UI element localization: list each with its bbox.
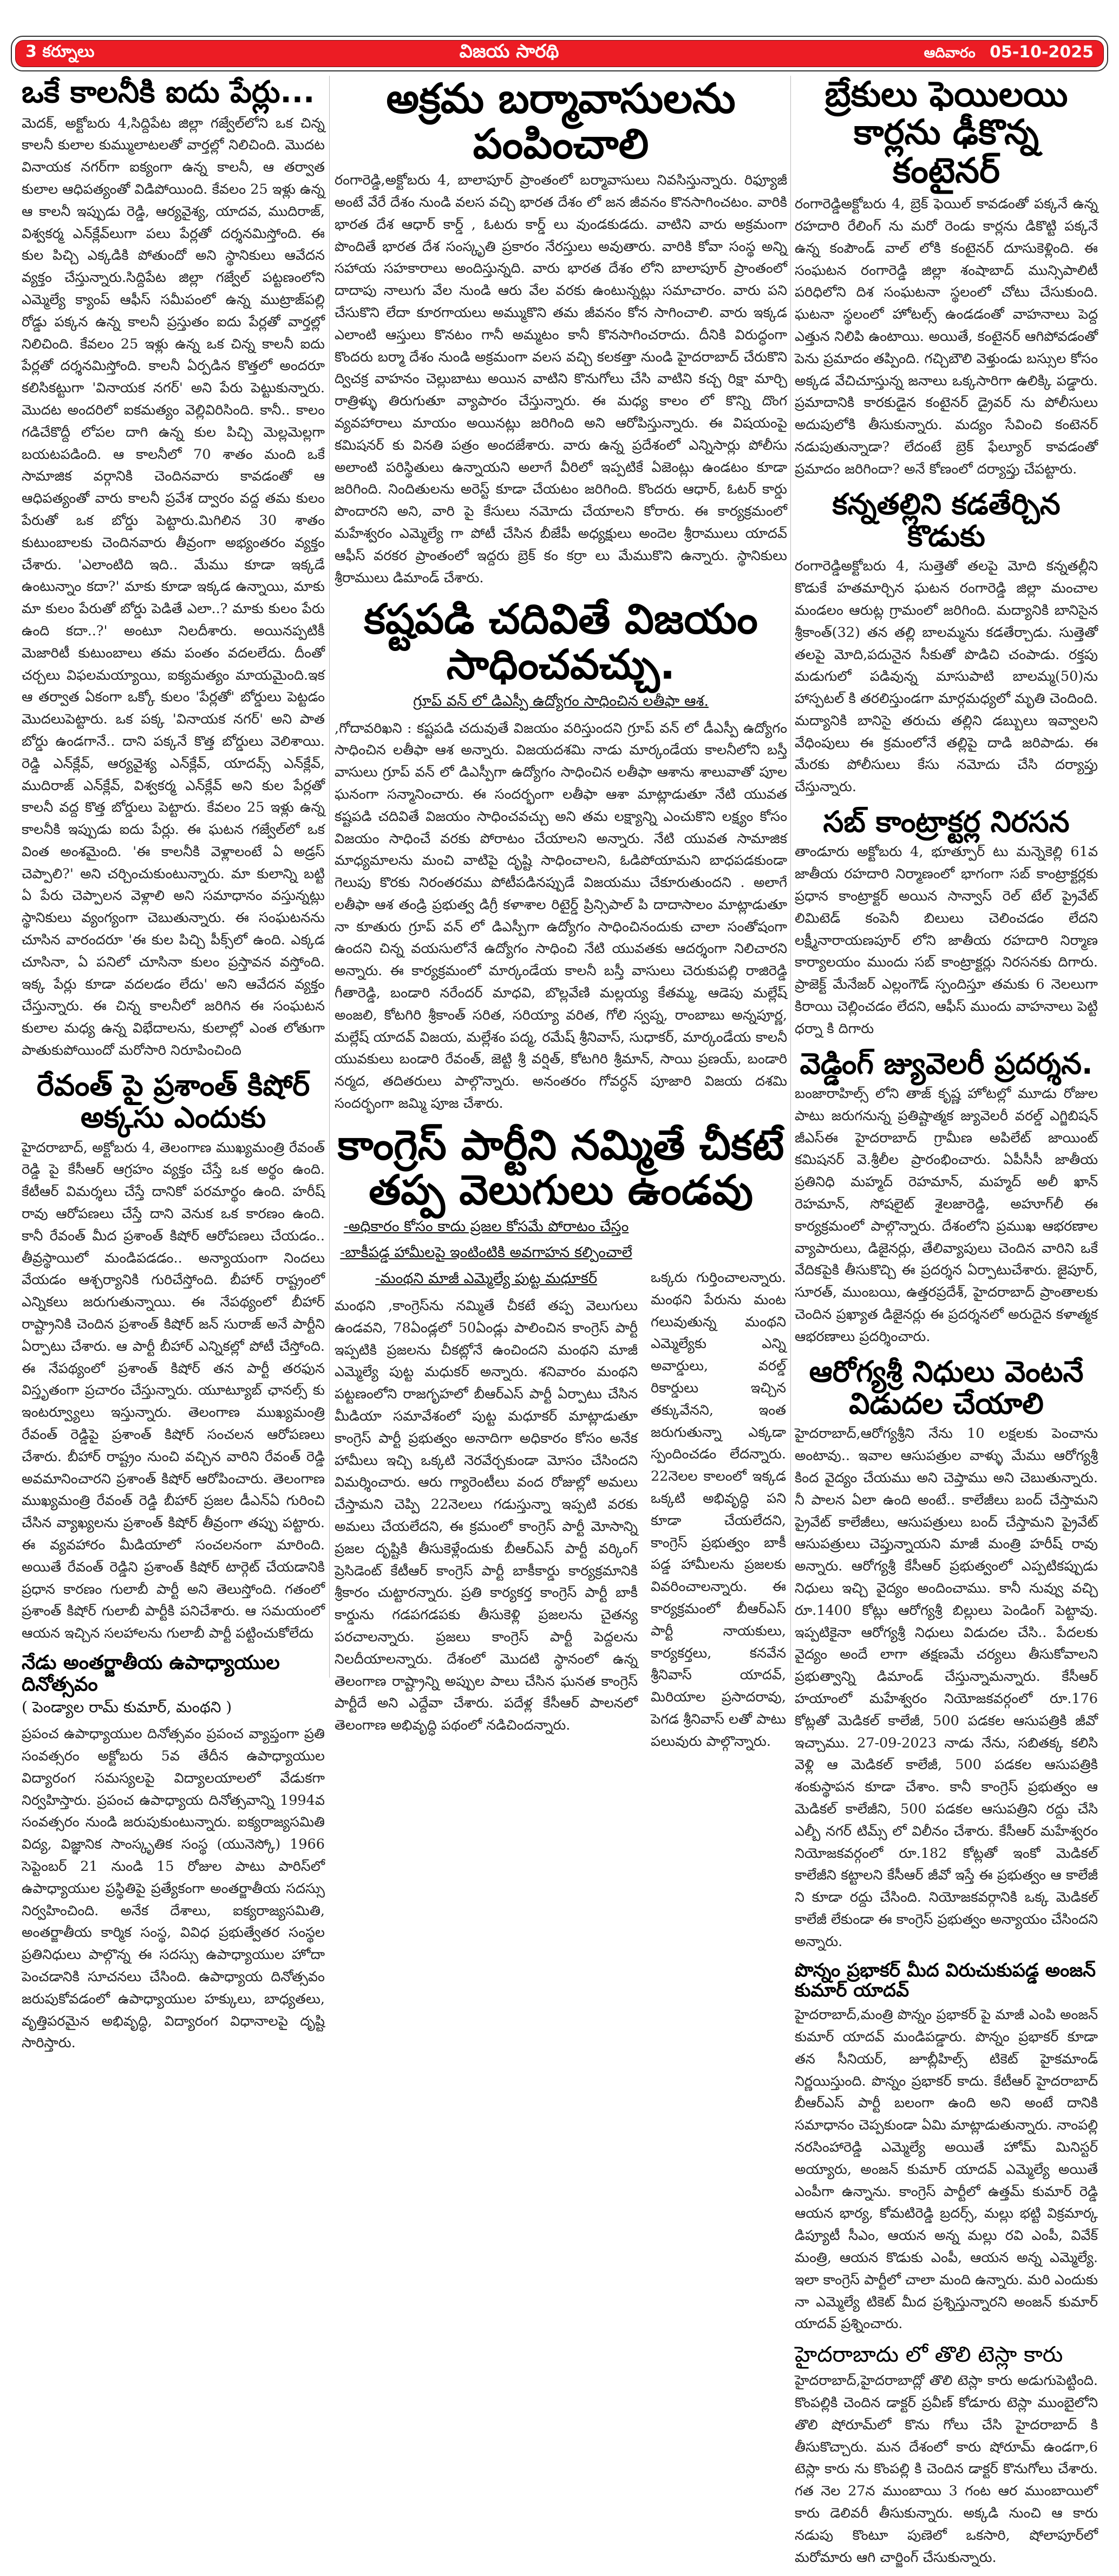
left-column [22, 76, 325, 2062]
headline-line-1: కాంగ్రెస్ పార్టీని నమ్మితే చీకటే [337, 1120, 784, 1169]
article-revanth-prashant-kishor [22, 1069, 325, 1645]
article-main-column [335, 1213, 638, 1758]
headline-line-2: విడుదల చేయాలి [849, 1386, 1044, 1421]
issue-date-value: 05-10-2025 [990, 43, 1094, 62]
masthead [11, 36, 1108, 71]
article-body: తాండూరు అక్టోబరు 4, భూత్పూర్ టు మన్నెకెల్లి 61వ జాతీయ రహదారి నిర్మాణంలో భాగంగా సబ్ కాంట్రాక్టర్లకు ప్రధాన కాంట్రాక్టర్ అయిన సాన్వాస్ రెల్ టేల్ ప్రైవేట్ లిమిటెడ్ కంపెనీ బిలులు చెలించడం లేదని లక్ష్మీనారాయణపూర్ లోని జాతీయ రహదారి నిర్మాణ కార్యాలయం ముందు సబ్ కాంట్రాక్టర్లు నిరసనకు దిగారు. ప్రాజెక్ట్ మేనేజర్ ఎల్లంగౌడ్ స్పందిస్తూ తమకు 6 నెలలుగా కిరాయి చెల్లించడం లేదని, ఆఫీస్ ముందు వాహనాలు పెట్టి ధర్నా కి దిగారు [795, 844, 1098, 1037]
article-body: హైదరాబాద్, అక్టోబరు 4, తెలంగాణ ముఖ్యమంత్రి రేవంత్ రెడ్డి పై కేసీఆర్ ఆగ్రహం వ్యక్తం చేస్తే ఒక అర్థం ఉంది. కేటీఆర్ విమర్శలు చేస్తే దానికో పరమార్థం ఉంది. హరీష్ రావు ఆరోపణలు చేస్తే దాని వెనుక ఒక కారణం ఉంది. కానీ రేవంత్ మీద ప్రశాంత్ కిషోర్ ఆరోపణలు చేయడం.. తీవ్రస్థాయిలో మండిపడడం.. అన్యాయంగా నిందలు వేయడం ఆశ్చర్యానికి గురిచేస్తోంది. బీహార్ రాష్ట్రంలో ఎన్నికలు జరుగుతున్నాయి. ఈ నేపథ్యంలో బీహార్ రాష్ట్రానికి చెందిన ప్రశాంత్ కిషోర్ జన్ సురాజ్ అనే పార్టీని ఏర్పాటు చేశారు. ఆ పార్టీ బీహార్ ఎన్నికల్లో పోటీ చేస్తోంది. ఈ నేపథ్యంలో ప్రశాంత్ కిషోర్ తన పార్టీ తరఫున విస్తృతంగా ప్రచారం చేస్తున్నారు. యూట్యూబ్ ఛానల్స్ కు ఇంటర్వ్యూలు ఇస్తున్నారు. తెలంగాణ ముఖ్యమంత్రి రేవంత్ రెడ్డిపై ప్రశాంత్ కిషోర్ సంచలన ఆరోపణలు చేశారు. బీహార్ రాష్ట్రం నుంచి వచ్చిన వారిని రేవంత్ రెడ్డి అవమానించారని ప్రశాంత్ కిషోర్ ఆరోపించారు. తెలంగాణ ముఖ్యమంత్రి రేవంత్ రెడ్డి బీహార్ ప్రజల డీఎన్ఏ గురించి చేసిన వ్యాఖ్యలను ప్రశాంత్ కిషోర్ తీవ్రంగా తప్పు పట్టారు. ఈ వ్యవహారం మీడియాలో సంచలనంగా మారింది. అయితే రేవంత్ రెడ్డిని ప్రశాంత్ కిషోర్ టార్గెట్ చేయడానికి ప్రధాన కారణం గులాబీ పార్టీ అని తెలుస్తోంది. గతంలో ప్రశాంత్ కిషోర్ గులాబీ పార్టీకి పనిచేశారు. ఆ సమయంలో ఆయన ఇచ్చిన సలహాలను గులాబీ పార్టీ పట్టించుకోలేదు [22, 1139, 325, 1642]
right-column [795, 76, 1098, 2576]
headline: రేవంత్ పై ప్రశాంత్ కిషోర్ అక్కసు ఎందుకు [36, 1067, 310, 1135]
headline: కన్నతల్లిని కడతేర్చిన కొడుకు [832, 487, 1061, 553]
masthead-band [15, 40, 1104, 67]
article-body: మంథని ,కాంగ్రెస్‌ను నమ్మితే చీకటే తప్ప వెలుగులు ఉండవని, 78ఏండ్లలో 50ఏండ్లు పాలించిన కాంగ్రెస్ పార్టీ ఇప్పటికి ప్రజలను చీకట్లోనే ఉంచిందని మంథని మాజీ ఎమ్మెల్యే పుట్ట మధుకర్ అన్నారు. శనివారం మంథని పట్టణంలోని రాజగృహలో బీఆర్ఎస్ పార్టీ ఏర్పాటు చేసిన మీడియా సమావేశంలో పుట్ట మధూకర్ మాట్లాడుతూ కాంగ్రెస్ పార్టీ ప్రభుత్వం అనాదిగా అధికారం కోసం అనేక హామీలు ఇచ్చి ఒక్కటి నెరవేర్చకుండా మోసం చేసిందని విమర్శించారు. ఆరు గ్యారెంటీలు వంద రోజుల్లో అమలు చేస్తామని చెప్పి 22నెలలు గడుస్తున్నా ఇప్పటి వరకు అమలు చేయలేదని, ఈ క్రమంలో కాంగ్రెస్ పార్టీ మోసాన్ని ప్రజల దృష్టికి తీసుకెళ్లేందుకు బీఆర్ఎస్ పార్టీ వర్కింగ్ ప్రెసిడెంట్ కేటీఆర్ కాంగ్రెస్ పార్టీ బాకీకార్డు కార్యక్రమానికి శ్రీకారం చుట్టారన్నారు. ప్రతి కార్యకర్త కాంగ్రెస్ పార్టీ బాకీ కార్డును గడపగడపకు తీసుకెళ్లి ప్రజలను చైతన్య పరచాలన్నారు. ప్రజలు కాంగ్రెస్ పార్టీ పెద్దలను నిలదీయాలన్నారు. దేశంలో మొదటి స్థానంలో ఉన్న తెలంగాణ రాష్ట్రాన్ని అప్పుల పాలు చేసిన ఘనత కాంగ్రెస్ పార్టీదే అని ఎద్దేవా చేశారు. పదేళ్ల కేసీఆర్ పాలనలో తెలంగాణ అభివృద్ధి పథంలో నడిచిందన్నారు. [335, 1298, 638, 1734]
headline-line-1: బ్రేకులు ఫెయిలయి [824, 75, 1068, 115]
headline: ఒకే కాలనీకి ఐదు పేర్లు... [22, 75, 315, 110]
paper-name: విజయ సారథి [459, 41, 559, 62]
article-body: హైదరాబాద్,హైదరాబాద్లో తొలి టెస్లా కారు అడుగుపెట్టింది. కొంపల్లికి చెందిన డాక్టర్ ప్రవీణ్ కోడూరు టెస్లా ముంబైలోని తొలి షోరూమ్‌లో కొను గోలు చేసి హైదరాబాద్ కి తీసుకొచ్చారు. మన దేశంలో కారు షోరూమ్ ఉండగా,6 టెస్లా కారు ను కొంపల్లి కి చెందిన డాక్టర్ కొనుగోలు చేశారు. గత నెల 27న ముంబాయి 3 గంట ఆర ముంబాయిలో కారు డెలివరీ తీసుకున్నారు. అక్కడి నుంచి ఆ కారు నడుపు కొంటూ పుణెలో ఒకసారి, షోలాపూర్‌లో మరోమారు ఆగి చార్జింగ్ చేసుకున్నారు. [795, 2373, 1098, 2566]
headline: వెడ్డింగ్ జ్యువెలరీ ప్రదర్శన. [800, 1046, 1093, 1081]
subheadline: -బాకీపడ్డ హామీలపై ఇంటింటికి అవగాహన కల్పించాలే [340, 1244, 632, 1261]
article-teachers-day [22, 1652, 325, 2054]
article-side-column [651, 1213, 786, 1758]
headline: హైదరాబాదు లో తొలి టెస్లా కారు [795, 2342, 1063, 2368]
headline: కష్టపడి చదివితే విజయం సాధించవచ్చు. [364, 595, 758, 688]
issue-day: ఆదివారం [924, 45, 976, 61]
subheadline: గ్రూప్ వన్ లో డిఎస్పీ ఉద్యోగం సాధించిన లతీఫా ఆశ. [413, 692, 709, 709]
subheadline: -మంథని మాజీ ఎమ్మెల్యే పుట్ట మధూకర్ [375, 1270, 598, 1287]
headline-line-2: కార్లను ఢీకొన్న కంటైనర్ [854, 113, 1039, 191]
byline: ( పెండ్యాల రామ్ కుమార్, మంథని ) [22, 1698, 232, 1717]
article-container-crash [795, 76, 1098, 481]
column-divider [790, 76, 791, 1678]
article-congress-darkness [335, 1122, 787, 1758]
column-divider [329, 76, 330, 1678]
middle-column [335, 76, 787, 1766]
article-son-kills-mother [795, 488, 1098, 799]
article-body: రంగారెడ్డి,అక్టోబరు 4, బాలాపూర్ ప్రాంతంలో బర్మావాసులు నివసిస్తున్నారు. రిఫ్యూజీ అంటే వేరే దేశం నుండి వలస వచ్చి భారత దేశం లో జన జీవనం కొనసాగించటం. వారికి భారత దేశ ఆధార్ కార్డ్ , ఓటరు కార్డ్ లు వుండకుడదు. వాటిని వారు అక్రమంగా పొందితే భారత దేశ సంస్కృతి ప్రకారం నేరస్తులు అవుతారు. వారికి కోవా సంస్థ అన్ని సహాయ సహకారాలు అందిస్తున్నది. వారు భారత దేశం లోని బాలాపూర్ ప్రాంతంలో దాదాపు నాలుగు వేల నుండి ఆరు వేల వరకు ఉంటున్నట్లు సమాచారం. వారు పని చేసుకొని లేదా కూరగాయలు అమ్ముకొని తమ జీవనం కోన సాగించాలి. వారు ఇక్కడ ఎలాంటి ఆస్తులు కొనటం గానీ అమ్మటం కానీ కొనసాగించరాదు. దీనికి విరుద్ధంగా కొందరు బర్మా దేశం నుండి అక్రమంగా వలస వచ్చి కలకత్తా నుండి హైదరాబాద్ చేరుకొని ద్విచక్ర వాహనం చెల్లుబాటు అయిన వాటిని కొనుగోలు చేసి వాటిని కచ్చ రిక్షా మార్చి రాత్రిళ్ళు తిరుగుతూ వ్యాపారం చేస్తున్నారు. ఈ మధ్య కాలం లో కొన్ని దొంగ వ్యవహారాలు మాయం అయినట్లు జరిగింది అని ఆరోపిస్తున్నారు. ఈ విషయంపై కమిషనర్ కు వినతి పత్రం అందజేశారు. వారు ఉన్న ప్రదేశంలో ఎన్నిసార్లు పోలీసు అలాంటి పరిస్థితులు ఉన్నాయని అలాగే వీరిలో ఇప్పటికే ఏజెంట్లు ఉండటం కూడా జరిగింది. నిందితులను అరెస్ట్ కూడా చేయటం జరిగింది. కొందరు ఆధార్, ఓటర్ కార్డు పొందారని అని, వారి పై కేసులు నమోదు చేయాలని కోరారు. ఈ కార్యక్రమంలో మహేశ్వరం ఎమ్మెల్యే గా పోటీ చేసిన బీజేపీ అధ్యక్షులు అందెల శ్రీరాములు యాదవ్ ఆఫీస్ వరకర ప్రాంతంలో ఇద్దరు బ్రెక్ కం కర్రా లు మేముకొని ఉన్నారు. స్థానికులు శ్రీరాములు డిమాండ్ చేశారు. [335, 172, 787, 586]
article-first-tesla-hyderabad [795, 2343, 1098, 2568]
article-aarogyasri-funds [795, 1356, 1098, 1953]
article-columns [335, 1213, 787, 1758]
page-label: 3 కర్నూలు [25, 42, 95, 61]
article-body: ప్రపంచ ఉపాధ్యాయుల దినోత్సవం ప్రపంచ వ్యాప్తంగా ప్రతి సంవత్సరం అక్టోబరు 5వ తేదీన ఉపాధ్యాయుల విద్యారంగ సమస్యలపై విద్యాలయాలలో వేడుకగా నిర్వహిస్తారు. ప్రపంచ ఉపాధ్యాయ దినోత్సవాన్ని 1994వ సంవత్సరం నుండి జరుపుకుంటున్నారు. ఐక్యరాజ్యసమితి విద్య, విజ్ఞానిక సాంస్కృతిక సంస్థ (యునెస్కో) 1966 సెప్టెంబర్ 21 నుండి 15 రోజుల పాటు పారిస్‌లో ఉపాధ్యాయుల ప్రస్థితిపై ప్రత్యేకంగా అంతర్జాతీయ సదస్సు నిర్వహించింది. అనేక దేశాలు, ఐక్యరాజ్యసమితి, అంతర్జాతీయ కార్మిక సంస్థ, వివిధ ప్రభుత్వేతర సంస్థల ప్రతినిధులు పాల్గొన్న ఈ సదస్సు ఉపాధ్యాయుల హోదా పెంచడానికి సూచనలు చేసింది. ఉపాధ్యాయ దినోత్సవం జరుపుకోవడంలో ఉపాధ్యాయుల హక్కులు, బాధ్యతలు, వృత్తిపరమైన అభివృద్ధి, విద్యారంగ విధానాలపై దృష్టి సారిస్తారు. [22, 1726, 325, 2052]
headline-line-2: తప్ప వెలుగులు ఉండవు [369, 1166, 753, 1214]
headline: అక్రమ బర్మావాసులను పంపించాలి [386, 74, 736, 168]
article-burma-refugees [335, 76, 787, 589]
article-body: మెదక్, అక్టోబరు 4,సిద్దిపేట జిల్లా గజ్వేల్‌లోని ఒక చిన్న కాలనీ కులాల కుమ్ములాటలతో వార్తల్లో నిలిచింది. మొదట వినాయక నగర్‌గా ఐక్యంగా ఉన్న కాలనీ, ఆ తర్వాత కులాల ఆధిపత్యంతో విడిపోయింది. కేవలం 25 ఇళ్లు ఉన్న ఆ కాలనీ ఇప్పుడు రెడ్డి, ఆర్యవైశ్య, యాదవ, ముదిరాజ్, విశ్వకర్మ ఎన్‌క్లేవ్‌లుగా పలు పేర్లతో దర్శనమిస్తోంది. ఈ కుల పిచ్చి ఎక్కడికి పోతుందో అని స్థానికులు ఆవేదన వ్యక్తం చేస్తున్నారు.సిద్దిపేట జిల్లా గజ్వేల్ పట్టణంలోని ఎమ్మెల్యే క్యాంప్ ఆఫీస్ సమీపంలో ఉన్న ముట్రాజ్‌పల్లి రోడ్డు పక్కన ఉన్న కాలనీ ప్రస్తుతం ఐదు పేర్లతో వార్తల్లో నిలిచింది. కేవలం 25 ఇళ్లు ఉన్న ఒక చిన్న కాలనీ ఐదు పేర్లతో దర్శనమిస్తోంది. కాలనీ ఏర్పడిన కొత్తలో అందరూ కలిసికట్టుగా 'వినాయక నగర్' అని పేరు పెట్టుకున్నారు. మొదట అందరిలో ఐకమత్యం వెల్లివిరిసింది. కానీ.. కాలం గడిచేకొద్దీ లోపల దాగి ఉన్న కుల పిచ్చి మెల్లమెల్లగా బయటపడింది. ఆ కాలనీలో 70 శాతం మంది ఒకే సామాజిక వర్గానికి చెందినవారు కావడంతో ఆ ఆధిపత్యంతో వారు కాలనీ ప్రవేశ ద్వారం వద్ద తమ కులం పేరుతో ఒక బోర్డు పెట్టారు.మిగిలిన 30 శాతం కుటుంబాలకు చెందినవారు తీవ్రంగా అభ్యంతరం వ్యక్తం చేశారు. 'ఎలాంటిది ఇది.. మేము కూడా ఇక్కడే ఉంటున్నాం కదా?' మాకు కూడా ఇక్కడ ఉన్నాయి, మాకు మా కులం పేరుతో బోర్డు పెడితే ఎలా..? మాకు కులం పేరు ఉంది కదా..?' అంటూ నిలదీశారు. అయినప్పటికీ మెజారిటీ కుటుంబాలు తమ పంతం వదలలేదు. దీంతో చర్చలు విఫలమయ్యాయి, ఐక్యమత్యం మాయమైంది.ఇక ఆ తర్వాత ఏకంగా ఒక్కో కులం 'పేర్లతో' బోర్డులు పెట్టడం మొదలుపెట్టారు. ఒక పక్క 'వినాయక నగర్' అని పాత బోర్డు ఉండగానే.. దాని పక్కనే కొత్త బోర్డులు వెలిశాయి. రెడ్డి ఎన్‌క్లేవ్, ఆర్యవైశ్య ఎన్‌క్లేవ్, యాదవ్స్ ఎన్‌క్లేవ్, ముదిరాజ్ ఎన్‌క్లేవ్, విశ్వకర్మ ఎన్‌క్లేవ్ అని కుల పేర్లతో కాలనీ వద్ద కొత్త బోర్డులు పెట్టారు. కేవలం 25 ఇళ్లు ఉన్న కాలనీకి ఇప్పుడు ఐదు పేర్లు. ఈ ఘటన గజ్వేల్‌లో ఒక వింత అంశమైంది. 'ఈ కాలనీకి వెళ్లాలంటే ఏ అడ్రస్ చెప్పాలి?' అని చర్చించుకుంటున్నారు. మా కులాన్ని బట్టి ఏ పేరు చెప్పాలన వెళ్లాలి అని సమాధానం వస్తున్నట్లు స్థానికులు వ్యంగ్యంగా చెబుతున్నారు. ఈ సంఘటనను చూసిన వారందరూ 'ఈ కుల పిచ్చి పీక్స్‌లో ఉంది. ఎక్కడ చూసినా, ఏ పనిలో చూసినా కులం ప్రస్తావన వస్తోంది. ఇక్క పేర్లు కూడా వదలడం లేదు' అని ఆవేదన వ్యక్తం చేస్తున్నారు. ఈ చిన్న కాలనీలో జరిగిన ఈ సంఘటన కులాల మధ్య ఉన్న విభేదాలను, కులాల్లో ఎంత లోతుగా పాతుకుపోయిందో మరోసారి నిరూపించింది [22, 115, 325, 1059]
headline: సబ్ కాంట్రాక్టర్ల నిరసన [823, 804, 1070, 839]
article-body-continued: ఒక్కరు గుర్తించాలన్నారు. మంథని పేరును మంట గలువుతున్న మంథని ఎమ్మెల్యేకు ఎన్ని అవార్డులు, వరల్డ్ రికార్డులు ఇచ్చిన తక్కువేనని, ఇంత జరుగుతున్నా ఎక్కడా స్పందించడం లేదన్నారు. 22నెలల కాలంలో ఇక్కడ ఒక్కటి అభివృద్ధి పని కూడా చేయలేదని, కాంగ్రెస్ ప్రభుత్వం బాకీ పడ్డ హామీలను ప్రజలకు వివరించాలన్నారు. ఈ కార్యక్రమంలో బీఆర్ఎస్ పార్టీ నాయకులు, కార్యకర్తలు, కనవేన శ్రీనివాస్ యాదవ్, మిరియాల ప్రసాదరావు, పెగడ శ్రీనివాస్ లతో పాటు పలువురు పాల్గొన్నారు. [651, 1270, 786, 1750]
article-body: రంగారెడ్డిఅక్టోబరు 4, బ్రెక్ ఫెయిల్ కావడంతో పక్కనే ఉన్న రహదారి రేలింగ్ ను మరో రెండు కార్లను డికొట్టి పక్కనే ఉన్న కంపౌండ్ వాల్ లోకి కంటైనర్ దూసుకెళ్లింది. ఈ సంఘటన రంగారెడ్డి జిల్లా శంషాబాద్ మున్సిపాలిటీ పరిధిలోని దిశ సంఘటనా స్థలంలో చోటు చేసుకుంది. ఘటనా స్థలంలో హోటల్స్ ఉండడంతో వాహనాలు పెద్ద ఎత్తున నిలిపి ఉంటాయి. అయితే, కంటైనర్ ఆగిపోవడంతో పెను ప్రమాదం తప్పింది. గచ్చిబౌలి వెళ్తుండు బస్సుల కోసం అక్కడ వేచిచూస్తున్న జనాలు ఒక్కసారిగా ఉలిక్కి పడ్డారు. ప్రమాదానికి కారకుడైన కంటైనర్ డ్రైవర్ ను పోలీసులు అదుపులోకి తీసుకున్నారు. మద్యం సేవించి కంటెనర్ నడుపుతున్నాడా? లేదంటే బ్రెక్ ఫేల్యూర్ కావడంతో ప్రమాదం జరిగిందా? అనే కోణంలో దర్యాప్తు చేపట్టారు. [795, 196, 1098, 477]
article-body: బంజారాహిల్స్ లోని తాజ్ కృష్ణ హోటల్లో మూడు రోజుల పాటు జరుగనున్న ప్రతిష్టాత్మక జ్యువెలరీ వరల్డ్ ఎగ్జిబిషన్ జీఎస్ఈ హైదరాబాద్ గ్రామీణ అపిలేట్ జాయింట్ కమిషనర్ వె.శ్రీలీల ప్రారంభించారు. ఏపీసీసీ జాతీయ ప్రతినిధి మహ్మద్ రెహమాన్, మహ్మద్ అలీ ఖాన్ రెహమాన్, సోషలైట్ శైలజారెడ్డి, అహూగ్‌లీ ఈ కార్యక్రమంలో పాల్గొన్నారు. దేశంలోని ప్రముఖ ఆభరణాల వ్యాపారులు, డిజైనర్లు, తేలివ్యాపులు చెందిన వారిని ఒకే వేదికపైకి తీసుకొచ్చి ఈ ప్రదర్శన ఏర్పాటుచేశారు. జైపూర్, సూరత్, ముంబయి, ఉత్తరప్రదేశ్, హైదరాబాద్ ప్రాంతాలకు చెందిన ప్రఖ్యాత డిజైనర్లు ఈ ప్రదర్శనలో అరుదైన కళాత్మక ఆభరణాలు ప్రదర్శించారు. [795, 1086, 1098, 1345]
article-wedding-jewellery [795, 1048, 1098, 1348]
article-colony-five-names [22, 76, 325, 1062]
article-subcontractors-protest [795, 806, 1098, 1040]
article-anjan-kumar-yadav [795, 1961, 1098, 2336]
article-body: హైదరాబాద్,ఆరోగ్యశ్రీని నేను 10 లక్షలకు పెంచాను అంటావు.. ఇవాల ఆసుపత్రుల వాళ్ళు మేము ఆరోగ్యశ్రీ కింద వైద్యం చేయము అని చెప్తాము అని చెబుతున్నారు. నీ పాలన ఏలా ఉంది అంటే.. కాలేజీలు బంద్ చేస్తామని ప్రైవేట్ కాలేజీలు, ఆసుపత్రులు బంద్ చేస్తామని ప్రైవేట్ ఆసుపత్రులు చెప్తున్నాయని మాజీ మంత్రి హరీష్ రావు అన్నారు. ఆరోగ్యశ్రీ కేసీఆర్ ప్రభుత్వంలో ఎప్పటికప్పుడు నిధులు ఇచ్చి వైద్యం అందించాము. కానీ నువ్వు వచ్చి రూ.1400 కోట్లు ఆరోగ్యశ్రీ బిల్లులు పెండింగ్ పెట్టావు. ఇప్పటికైనా ఆరోగ్యశ్రీ నిధులు విడుదల చేసి.. పేదలకు వైద్యం అందే లాగా తక్షణమే చర్యలు తీసుకోవాలని ప్రభుత్వాన్ని డిమాండ్ చేస్తున్నామన్నారు. కేసీఆర్ హయాంలో మహేశ్వరం నియోజకవర్గంలో రూ.176 కోట్లతో మెడికల్ కాలేజీ, 500 పడకల ఆసుపత్రికి జీవో ఇచ్చాము. 27-09-2023 నాడు నేను, సబితక్క కలిసి వెళ్లి ఆ మెడికల్ కాలేజీ, 500 పడకల ఆసుపత్రికి శంకుస్థాపన కూడా చేశాం. కానీ కాంగ్రెస్ ప్రభుత్వం ఆ మెడికల్ కాలేజీని, 500 పడకల ఆసుపత్రిని రద్దు చేసి ఎల్బీ నగర్ టిమ్స్ లో విలీనం చేశారు. కేసీఆర్ మహేశ్వరం నియోజకవర్గంలో రూ.182 కోట్లతో ఇంకో మెడికల్ కాలేజీని కట్టాలని కేసీఆర్ జీవో ఇస్తే ఈ ప్రభుత్వం ఆ కాలేజీ ని కూడా రద్దు చేసింది. నియోజకవర్గానికి ఒక్క మెడికల్ కాలేజీ లేకుండా ఈ కాంగ్రెస్ ప్రభుత్వం అన్యాయం చేసిందని అన్నారు. [795, 1425, 1098, 1950]
headline: పొన్నం ప్రభాకర్ మీద విరుచుకుపడ్డ అంజన్ కుమార్ యాదవ్ [795, 1959, 1096, 2001]
issue-date [924, 43, 1094, 64]
article-body: ,గోదావరిఖని : కష్టపడి చదువుతే విజయం వరిస్తుందని గ్రూప్ వన్ లో డీఎస్పీ ఉద్యోగం సాధించిన లతీఫా ఆశ అన్నారు. విజయదశమి నాడు మార్కండేయ కాలనీలోని బస్తీ వాసులు గ్రూప్ వన్ లో డిఎస్పీగా ఉద్యోగం సాధించిన లతీఫా ఆశాను శాలువాతో పూల ఘనంగా సన్మానించారు. ఈ సందర్భంగా లతీఫా ఆశా మాట్లాడుతూ నేటి యువత కష్టపడి చదివితే విజయం సాధించవచ్చు అని తమ లక్ష్యాన్ని ఎంచుకొని లక్ష్యం కోసం విజయం సాధించే వరకు పోరాటం చేయాలని అన్నారు. నేటి యువత సామాజిక మాధ్యమాలను మంచి వాటిపై దృష్టి సాధించాలని, ఓడిపోయామని బాధపడకుండా గెలుపు కొరకు నిరంతరము పోటీపడినప్పుడే విజయము చేకూరుతుందని . అలాగే లతీఫా ఆశ తండ్రి ప్రభుత్వ డిగ్రీ కళాశాల రిటైర్డ్ ప్రిన్సిపాల్ పి దాదాసాలం మాట్లాడుతూ నా కూతురు గ్రూప్ వన్ లో డిఎస్పీగా ఉద్యోగం సాధించినందుకు చాలా సంతోషంగా ఉందని చిన్న వయసులోనే ఉద్యోగం సాధించి నేటి యువతకు ఆదర్శంగా నిలిచారని అన్నారు. ఈ కార్యక్రమంలో మార్కండేయ కాలనీ బస్తీ వాసులు చెరుకుపల్లి రాజిరెడ్డి గీతారెడ్డి, బండారి నరేందర్ మాధవి, బొల్లవేణి మల్లయ్య కేతమ్మ, ఆడెపు మల్లేష్ అంజలి, కోటగిరి శ్రీకాంత్ సరిత, సరియ్యా వరిత, గోలి స్వప్న, రాంబాబు అన్నపూర్ణ, మల్లేష్ యాదవ్ విజయ, మల్లేశం పద్మ, రమేష్ శ్రీనివాస్, సుధాకర్, మార్కండేయ కాలనీ యువకులు బండారి రేవంత్, జెట్టి శ్రీ వర్షిత్, కోటగిరి శ్రీమాన్, సాయి ప్రణయ్, బండారి నర్మద, తదితరులు పాల్గొన్నారు. అనంతరం గోవర్ధన్ పూజారి విజయ దశమి సందర్భంగా జమ్మి పూజ చేశారు. [335, 720, 787, 1112]
article-latifa-asha-dsp [335, 596, 787, 1115]
headline-line-1: ఆరోగ్యశ్రీ నిధులు వెంటనే [809, 1354, 1084, 1389]
article-body: హైదరాబాద్,మంత్రి పొన్నం ప్రభాకర్ పై మాజీ ఎంపి అంజన్ కుమార్ యాదవ్ మండిపడ్డారు. పొన్నం ప్రభాకర్ కూడా తన సీనియర్, జూబ్లీహిల్స్ టికెట్ హైకమాండ్ నిర్ణయిస్తుంది. పొన్నం ప్రభాకర్ కాదు. కేటీఆర్ హైదరాబాద్ బీఆర్ఎస్ పార్టీ బలంగా ఉంది అని అంటే దానికి సమాధానం చెప్పకుండా ఏమి మాట్లాడుతున్నారు. నాంపల్లి నరసింహారెడ్డి ఎమ్మెల్యే అయితే హోమ్ మినిస్టర్ అయ్యారు, అంజన్ కుమార్ యాదవ్ ఎమ్మెల్యే అయితే ఎంపీగా ఉన్నాను. కాంగ్రెస్ పార్టీలో ఉత్తమ్ కుమార్ రెడ్డి ఆయన భార్య, కోమటిరెడ్డి బ్రదర్స్, మల్లు భట్టి విక్రమార్క డిప్యూటీ సీఎం, ఆయన అన్న మల్లు రవి ఎంపీ, వివేక్ మంత్రి, ఆయన కొడుకు ఎంపీ, ఆయన అన్న ఎమ్మెల్యే. ఇలా కాంగ్రెస్ పార్టీలో చాలా మంది ఉన్నారు. మరి ఎందుకు నా ఎమ్మెల్యే టికెట్ మీద ప్రశ్నిస్తున్నారని అంజన్ కుమార్ యాదవ్ ప్రశ్నించారు. [795, 2007, 1098, 2332]
subheadline: -అధికారం కోసం కాదు ప్రజల కోసమే పోరాటం చేస్తం [343, 1218, 629, 1236]
article-body: రంగారెడ్డిఅక్టోబరు 4, సుత్తెతో తలపై మోది కన్నతల్లీని కొడుకే హతమార్చిన ఘటన రంగారెడ్డి జిల్లా మంచాల మండలం ఆరుట్ల గ్రామంలో జరిగింది. మద్యానికి బానిసైన శ్రీకాంత్(32) తన తల్లి బాలమ్మను కడతేర్చాడు. సుత్తెతో తలపై మోది,పదునైన సీకుతో పొడిచి చంపాడు. రక్తపు మడుగులో పడివున్న మాసుపాటి బాలమ్మ(50)ను హాస్పటల్ కి తరలిస్తుండగా మార్గమధ్యలో మృతి చెందింది. మద్యానికి బానిసై తరుచు తల్లిని డబ్బులు ఇవ్వాలని వేధింపులు ఈ క్రమంలోనే తల్లిపై దాడి జరిపాడు. ఈ మేరకు పోలీసులు కేసు నమోదు చేసి దర్యాప్తు చేస్తున్నారు. [795, 558, 1098, 796]
headline: నేడు అంతర్జాతీయ ఉపాధ్యాయుల దినోత్సవం [22, 1651, 280, 1696]
